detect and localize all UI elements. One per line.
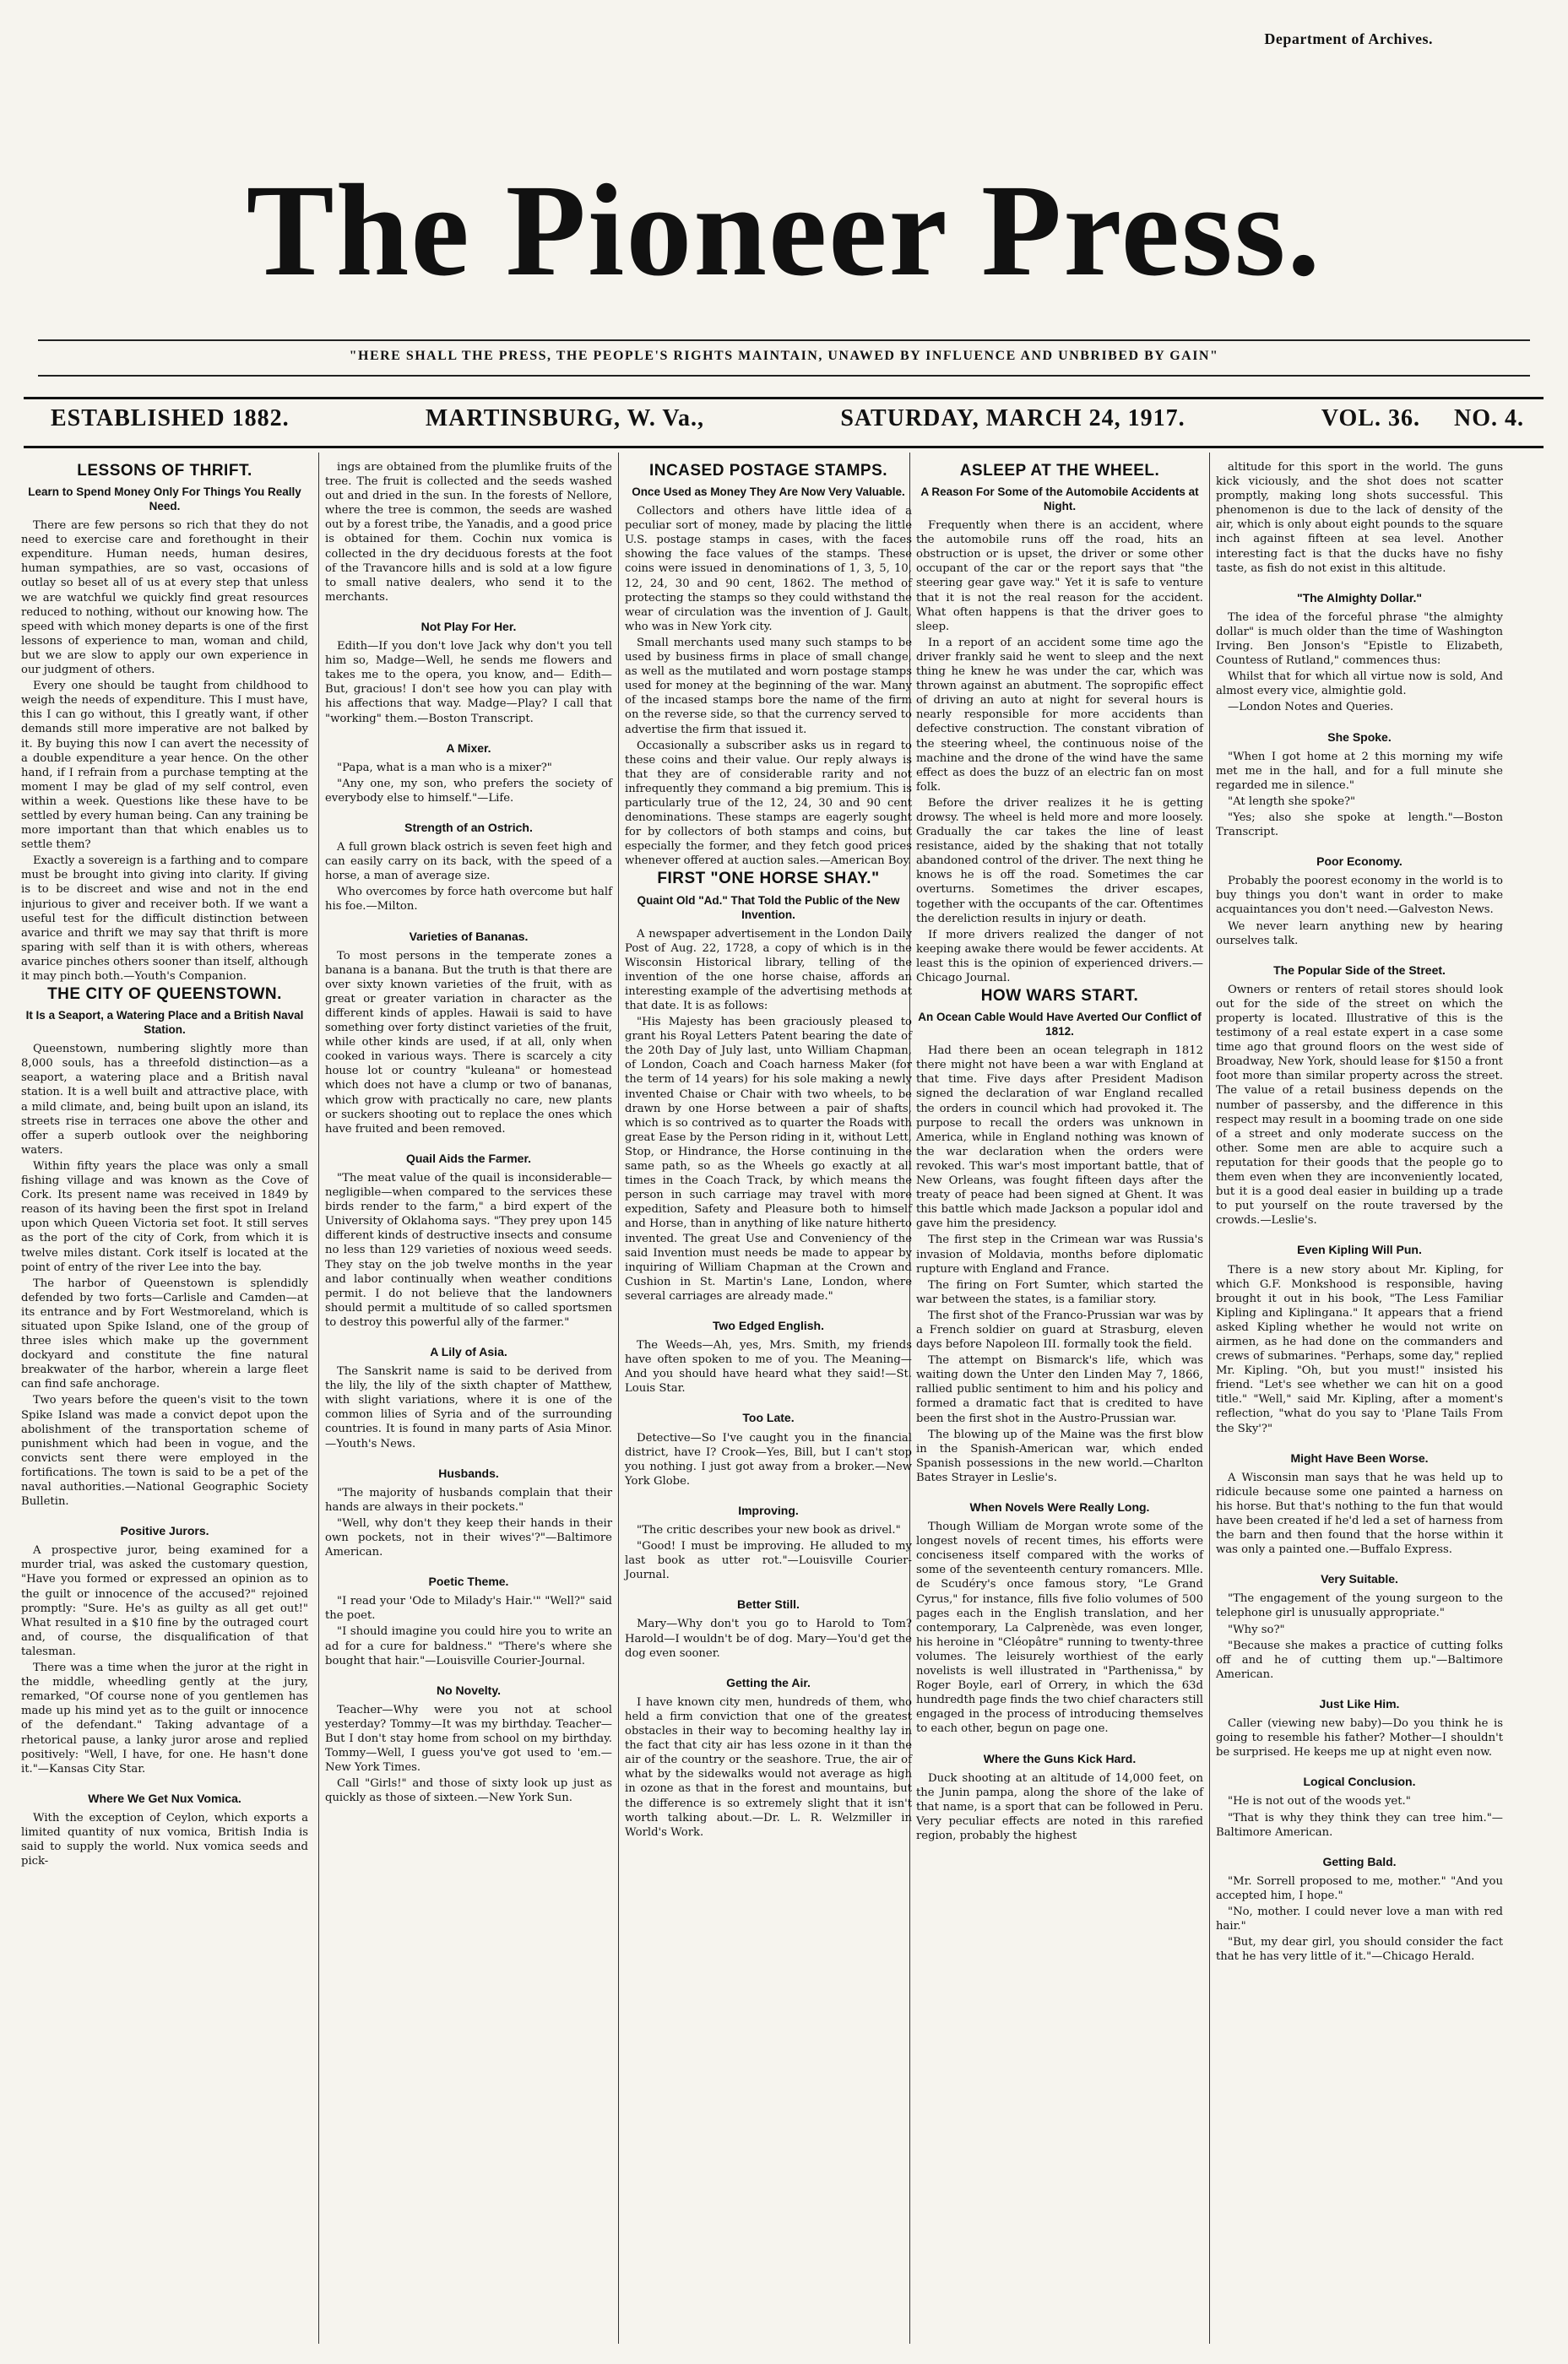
article — [1216, 1697, 1503, 1759]
motto-rule-bottom — [38, 375, 1530, 377]
article-paragraph: With the exception of Ceylon, which exports a limited quantity of nux vomica, British India is said to supply the world. Nux vomica seeds and pick- — [21, 1811, 308, 1868]
article-paragraph: Occasionally a subscriber asks us in regard to these coins and their value. Our reply always is that they are of considerable rarity and not infrequently they command a big premium. This is particularly true of the 12, 24, 30 and 90 cent denominations. These stamps are eagerly sought for by collectors of both stamps and coins, but especially the former, and they fetch good prices whenever offered at auction sales.—American Boy. — [625, 739, 912, 868]
masthead-motto: "HERE SHALL THE PRESS, THE PEOPLE'S RIGHTS MAINTAIN, UNAWED BY INFLUENCE AND UNBRIBED BY GAIN" — [349, 349, 1219, 363]
article — [1216, 919, 1503, 948]
article-paragraph: The attempt on Bismarck's life, which was waiting down the Unter den Linden May 7, 1866, rallied public sentiment to him and his policy and formed a dramatic fact that is credited to have been the first shot in the Austro-Prussian war. — [916, 1354, 1203, 1425]
column-3 — [625, 460, 912, 1841]
article-subhead: Strength of an Ostrich. — [404, 820, 533, 834]
article — [21, 1792, 308, 1868]
article — [916, 1752, 1203, 1844]
article-headline: ASLEEP AT THE WHEEL. — [959, 462, 1160, 480]
article-paragraph: Within fifty years the place was only a small fishing village and was known as the Cove of Cork. Its present name was received in 1849 by reason of its having been the first spot in Ireland upon which Queen Victoria set foot. It still serves as the port of the city of Cork, from which it is twelve miles distant. Cork itself is located at the point of entry of the river Lee into the bay. — [21, 1159, 308, 1274]
article-subhead: Just Like Him. — [1319, 1696, 1400, 1711]
article-paragraph: "The engagement of the young surgeon to the telephone girl is unusually appropriate." — [1216, 1592, 1503, 1620]
article-paragraph: I have known city men, hundreds of them, who held a firm conviction that one of the greatest obstacles in their way to becoming healthy lay in the fact that city air has less ozone in it than the air of the country or the seashore. True, the air of what by the sidewalks would not average as high in ozone as that in the forest and mountains, but the difference is so extremely slight that it isn't worth talking about.—Dr. L. R. Welzmiller in World's Work. — [625, 1695, 912, 1839]
article-paragraph: A prospective juror, being examined for a murder trial, was asked the customary question, "Have you formed or expressed an opinion as to the guilt or innocence of the accused?" rejoined promptly: "Sure. He's as guilty as all get out!" What resulted in a $10 fine by the outraged court and, of course, the disqualification of that talesman. — [21, 1544, 308, 1658]
article-paragraph: —London Notes and Queries. — [1228, 701, 1394, 714]
article-subhead: Two Edged English. — [713, 1318, 824, 1332]
article-subhead: Very Suitable. — [1321, 1572, 1398, 1586]
article-paragraph: A newspaper advertisement in the London Daily Post of Aug. 22, 1728, a copy of which is in the Wisconsin Historical library, telling of the invention of the one horse chaise, affords an interesting example of the advertising methods at that date. It is as follows: — [625, 927, 912, 1012]
article — [1216, 591, 1503, 715]
article-deck: Quaint Old "Ad." That Told the Public of the New Invention. — [637, 893, 900, 921]
archive-stamp: Department of Archives. — [1264, 30, 1433, 47]
article-subhead: Varieties of Bananas. — [409, 929, 529, 943]
article-headline: HOW WARS START. — [980, 987, 1139, 1006]
article — [625, 1676, 912, 1840]
column-divider — [318, 453, 319, 2344]
masthead-title: The Pioneer Press. — [246, 157, 1322, 303]
article-deck: Learn to Spend Money Only For Things You Really Need. — [28, 485, 301, 513]
article-subhead: A Mixer. — [446, 740, 491, 755]
article-subhead: Positive Jurors. — [120, 1524, 209, 1538]
article-paragraph: A Wisconsin man says that he was held up to ridicule because some one painted a harness on his horse. But that's nothing to the fun that would have been created if he'd led a set of harness from the barn and then found that the horse within it was only a painted one.—Buffalo Express. — [1216, 1471, 1503, 1557]
column-divider — [618, 453, 619, 2344]
article-paragraph: "Papa, what is a man who is a mixer?" — [337, 761, 552, 774]
article — [325, 821, 612, 883]
article-subhead: Getting the Air. — [726, 1675, 811, 1689]
article — [325, 1684, 612, 1776]
article-paragraph: There is a new story about Mr. Kipling, for which G.F. Monkshood is responsible, having brought it out in his book, "The Less Familiar Kipling and Kiplingana." It appears that a friend asked Kipling whether he would not write on airmen, as he had done on the commanders and crews of submarines. "Perhaps, some day," replied Mr. Kipling. "Oh, but you must!" insisted his friend. "Let's see whether we can hit on a good title." "Well," said Mr. Kipling, after a moment's reflection, "what do you say to 'Plane Tails From the Sky'?" — [1216, 1263, 1503, 1435]
article-paragraph: Collectors and others have little idea of a peculiar sort of money, made by placing the little U.S. postage stamps in cases, with the faces showing the face values of the stamps. These coins were issued in denominations of 1, 3, 5, 10, 12, 24, 30 and 90 cent, 1862. The method of protecting the stamps so they could withstand the wear of circulation was the invention of J. Gault, who was in New York city. — [625, 505, 912, 633]
article-paragraph: Exactly a sovereign is a farthing and to compare must be brought into giving into clarity. If giving is to be discreet and wise and not in the end injurious to giver and receiver both. If we want a useful test for the difficult distinction between avarice and thrift we may say that thrift is more sparing with self than it is with others, whereas avarice pinches others sooner than itself, although it may pinch both.—Youth's Companion. — [21, 854, 308, 983]
article-paragraph: The firing on Fort Sumter, which started the war between the states, is a familiar story. — [916, 1278, 1203, 1306]
dateline-rule-bottom — [24, 446, 1544, 448]
article-subhead: Logical Conclusion. — [1303, 1775, 1416, 1789]
article-paragraph: ings are obtained from the plumlike fruits of the tree. The fruit is collected and the seeds washed out and dried in the sun. In the forests of Nellore, where the tree is common, the seeds are washed out by a forest tribe, the Yanadis, and a good price is obtained for them. Cochin nux vomica is collected in the dry deciduous forests at the foot of the Travancore hills and is sold at a low figure to small native dealers, who send it to the merchants. — [325, 461, 612, 604]
article-paragraph: Duck shooting at an altitude of 14,000 feet, on the Junin pampa, along the shore of the lake of that name, is a sport that can be followed in Peru. Very peculiar effects are noted in this rarefied region, probably the highest — [916, 1771, 1203, 1842]
article-paragraph: "That is why they think they can tree him."—Baltimore American. — [1216, 1811, 1503, 1839]
article — [21, 987, 308, 1509]
article — [916, 989, 1203, 1485]
article — [625, 1504, 912, 1582]
article-subhead: She Spoke. — [1327, 729, 1392, 744]
article-paragraph: Queenstown, numbering slightly more than 8,000 souls, has a threefold distinction—as a seaport, a watering place and a British naval station. It is a well built and attractive place, with a mild climate, and, being built upon an island, its streets rise in terraces one above the other and offer a superb outlook over the neighboring waters. — [21, 1043, 308, 1157]
article-deck: Once Used as Money They Are Now Very Valuable. — [632, 485, 905, 499]
article — [325, 1776, 612, 1805]
article-paragraph: A full grown black ostrich is seven feet high and can easily carry on its back, with the speed of a horse, a man of average size. — [325, 841, 612, 883]
article — [325, 741, 612, 805]
article-subhead: Husbands. — [438, 1466, 499, 1480]
article-subhead: The Popular Side of the Street. — [1273, 962, 1446, 977]
article-paragraph: The Sanskrit name is said to be derived from the lily, the lily of the sixth chapter of Matthew, with slight variations, where it is one of the common lilies of Syria and of the surrounding countries. It is found in many parts of Asia Minor.—Youth's News. — [325, 1365, 612, 1450]
article-subhead: Too Late. — [742, 1411, 795, 1425]
article-paragraph: The blowing up of the Maine was the first blow in the Spanish-American war, which ended Spanish possessions in the new world.—Charlton Bates Strayer in Leslie's. — [916, 1428, 1203, 1484]
date-label: SATURDAY, MARCH 24, 1917. — [840, 405, 1185, 431]
article-paragraph: The first shot of the Franco-Prussian war was by a French soldier on guard at Strasburg, eleven days before Napoleon III. formally took the field. — [916, 1309, 1203, 1352]
article-subhead: Not Play For Her. — [420, 619, 517, 633]
article-paragraph: Whilst that for which all virtue now is sold, And almost every vice, almightie gold. — [1216, 670, 1503, 698]
article-subhead: Might Have Been Worse. — [1290, 1450, 1429, 1465]
article-deck: It Is a Seaport, a Watering Place and a British Naval Station. — [25, 1009, 304, 1037]
article-paragraph: The harbor of Queenstown is splendidly defended by two forts—Carlisle and Camden—at its entrance and by Fort Westmoreland, which is situated upon Spike Island, one of the group of three isles which make up the government dockyard and constitute the fine natural breakwater of the harbor, wherein a large fleet can find safe anchorage. — [21, 1277, 308, 1391]
article-paragraph: The idea of the forceful phrase "the almighty dollar" is much older than the time of Washington Irving. Ben Jonson's "Epistle to Elizabeth, Countess of Rutland," commences thus: — [1216, 610, 1503, 668]
article-paragraph: "The critic describes your new book as drivel." — [637, 1524, 901, 1537]
established-label: ESTABLISHED 1882. — [51, 405, 290, 431]
article-paragraph: "No, mother. I could never love a man with red hair." — [1216, 1905, 1503, 1933]
article-deck: An Ocean Cable Would Have Averted Our Conflict of 1812. — [918, 1011, 1202, 1038]
article — [21, 464, 308, 984]
article-paragraph: The first step in the Crimean war was Russia's invasion of Moldavia, months before diplomatic rupture with England and France. — [916, 1234, 1203, 1276]
article — [1216, 730, 1503, 840]
article — [325, 1152, 612, 1330]
article-paragraph: The Weeds—Ah, yes, Mrs. Smith, my friends have often spoken to me of you. The Meaning—And you should have heard what they said!—St. Louis Star. — [625, 1339, 912, 1396]
article-paragraph: Caller (viewing new baby)—Do you think he is going to resemble his father? Mother—I shouldn't be surprised. He keeps me up at night even now. — [1216, 1717, 1503, 1759]
column-divider — [1209, 453, 1210, 2344]
article — [325, 885, 612, 914]
column-1 — [21, 460, 308, 1870]
dateline-rule-top — [24, 397, 1544, 399]
column-2 — [325, 460, 612, 1808]
article-paragraph: "Yes; also she spoke at length."—Boston Transcript. — [1216, 811, 1503, 839]
article-paragraph: We never learn anything new by hearing ourselves talk. — [1216, 919, 1503, 947]
article — [625, 871, 912, 1304]
article-paragraph: "Because she makes a practice of cutting folks off and he of cutting them up."—Baltimore American. — [1216, 1639, 1503, 1681]
article-paragraph: Every one should be taught from childhood to weigh the needs of expenditure. This I must have, this I can go without, this I greatly want, if other demands still more imperative are not balked by it. By buying this now I can avert the necessity of a double expenditure a year hence. On the other hand, if I refrain from a purchase tempting at the moment I may be glad of my self control, even within a week. Questions like these have to be settled by every human being. Can any training be more important than that which enables us to settle them? — [21, 680, 308, 852]
article-paragraph: There was a time when the juror at the right in the middle, wheedling gently at the jury, remarked, "Of course none of you gentlemen has made up his mind yet as to the guilt or innocence of the defendant." Taking advantage of a rhetorical pause, a lanky juror arose and replied positively: "Well, I have, for one. He hasn't done it."—Kansas City Star. — [21, 1662, 308, 1776]
article-paragraph: To most persons in the temperate zones a banana is a banana. But the truth is that there are over sixty known varieties of the fruit, with as great or greater variation in character as the different kinds of apples. Hawaii is said to have something over forty distinct varieties of the fruit, while other kinds are used, if at all, only when cooked in various ways. There is scarcely a city house lot or country "kuleana" or homestead which does not have a clump or two of bananas, which grow with practically no care, new plants or suckers shooting out to replace the ones which have fruited and been removed. — [325, 949, 612, 1136]
article — [325, 460, 612, 605]
article-paragraph: Small merchants used many such stamps to be used by business firms in place of small change, as well as the mutilated and worn postage stamps used for money at the beginning of the war. Many of the incased stamps bore the name of the firm on the reverse side, so that the currency served to advertise the firm that issued it. — [625, 636, 912, 736]
article — [1216, 1451, 1503, 1558]
article — [325, 1345, 612, 1451]
article-deck: A Reason For Some of the Automobile Accidents at Night. — [920, 485, 1199, 513]
article-subhead: No Novelty. — [437, 1683, 501, 1697]
issue-label: NO. 4. — [1453, 405, 1524, 431]
article-paragraph: Though William de Morgan wrote some of the longest novels of recent times, his efforts were conciseness itself compared with the works of some of the seventeenth century romancers. Mlle. de Scudéry's once famous story, "Le Grand Cyrus," for instance, fills five folio volumes of 500 pages each in the English translation, and her contemporary, La Calprenède, was even longer, his heroine in "Cléopâtre" running to twenty-three volumes. The leisurely worthiest of the early novelists is well illustrated in "Parthenissa," by Roger Boyle, earl of Orrery, in which the 63d hundredth page finds the two chief characters still engaged in the process of introducing themselves to each other, begun on page one. — [916, 1521, 1203, 1736]
article-subhead: Getting Bald. — [1322, 1854, 1397, 1868]
article — [325, 930, 612, 1136]
article-paragraph: Probably the poorest economy in the world is to buy things you don't want in order to make acquaintances you don't need.—Galveston News. — [1216, 875, 1503, 917]
article-subhead: Where We Get Nux Vomica. — [88, 1791, 241, 1805]
dateline — [51, 405, 1524, 432]
article — [21, 1524, 308, 1776]
article-paragraph: "The meat value of the quail is inconsiderable—negligible—when compared to the services these birds render to the farm," a bird expert of the University of Oklahoma says. "They prey upon 145 different kinds of destructive insects and consume no less than 129 varieties of noxious weed seeds. They stay on the job twelve months in the year and labor continually when weather conditions permit. I do not believe that the landowners should permit a multitude of so called sportsmen to destroy this powerful ally of the farmer." — [325, 1171, 612, 1329]
article-paragraph: "He is not out of the woods yet." — [1228, 1795, 1411, 1808]
article — [1216, 1572, 1503, 1682]
article-paragraph: "When I got home at 2 this morning my wife met me in the hall, and for a full minute she regarded me in silence." — [1216, 750, 1503, 792]
article — [1216, 1775, 1503, 1839]
article — [1216, 854, 1503, 917]
article-paragraph: Frequently when there is an accident, where the automobile runs off the road, hits an obstruction or is upset, the driver or some other occupant of the car or the report says that "the steering gear gave way." Yet it is safe to venture that it is not the real reason for the accident. What often happens is that the driver goes to sleep. — [916, 519, 1203, 633]
article — [625, 1411, 912, 1488]
article-subhead: When Novels Were Really Long. — [969, 1500, 1150, 1514]
article-paragraph: There are few persons so rich that they do not need to exercise care and forethought in their expenditure. Human needs, human desires, human sympathies, are so vast, occasions of outlay so beset all of us at every step that unless we are watchful we quickly find great resources reduced to nothing, without our knowing how. The speed with which money departs is one of the first lessons of experience to man, woman and child, but we are slow to apply our own experience in our judgment of others. — [21, 519, 308, 677]
article-paragraph: "Any one, my son, who prefers the society of everybody else to himself."—Life. — [325, 777, 612, 805]
article-paragraph: Detective—So I've caught you in the financial district, have I? Crook—Yes, Bill, but I can't stop you nothing. I just got away from a broker.—New York Globe. — [625, 1431, 912, 1488]
article — [625, 1597, 912, 1660]
article — [325, 620, 612, 726]
article-subhead: Where the Guns Kick Hard. — [983, 1751, 1137, 1765]
article — [1216, 1855, 1503, 1965]
article-paragraph: Owners or renters of retail stores should look out for the side of the street on which the property is located. Illustrative of this is the testimony of a real estate expert in a case some time ago that ground floors on the west side of Broadway, New York, should lease for $150 a front foot more than similar property across the street. The value of a retail business depends on the number of passersby, and the difference in this respect may result in a booming trade on one side of a street and only moderate success on the other. Some men are able to acquire such a reputation for their goods that the people go to them even when they are inconveniently located, but it is a good deal easier in building up a trade to put yourself on the route traversed by the crowds.—Leslie's. — [1216, 983, 1503, 1228]
volume-label: VOL. 36. — [1321, 405, 1420, 431]
article-paragraph: "Mr. Sorrell proposed to me, mother." "And you accepted him, I hope." — [1216, 1874, 1503, 1902]
article-subhead: Even Kipling Will Pun. — [1297, 1243, 1422, 1257]
article-paragraph: In a report of an accident some time ago the driver frankly said he went to sleep and the next thing he knew he was under the car, which was thrown against an abutment. The sopropific effect of driving an auto at night for several hours is nearly responsible for more accidents than defective construction. The constant vibration of the steering wheel, the continuous noise of the machine and the drone of the wind have the same effect as does the buzz of an electric fan on most folk. — [916, 636, 1203, 794]
article — [325, 1467, 612, 1560]
article-paragraph: "The majority of husbands complain that their hands are always in their pockets." — [325, 1486, 612, 1514]
article-paragraph: Call "Girls!" and those of sixty look up just as quickly as those of sixteen.—New York Sun. — [325, 1777, 612, 1805]
article-paragraph: If more drivers realized the danger of not keeping awake there would be fewer accidents. At least this is the opinion of experienced drivers.—Chicago Journal. — [916, 928, 1203, 984]
article-subhead: Poetic Theme. — [428, 1575, 509, 1589]
place-label: MARTINSBURG, W. Va., — [425, 405, 705, 431]
article-paragraph: "I read your 'Ode to Milady's Hair.'" "Well?" said the poet. — [325, 1595, 612, 1623]
article-paragraph: Had there been an ocean telegraph in 1812 there might not have been a war with England at that time. Five days after President Madison signed the declaration of war England recalled the orders in council which had provoked it. The purpose to recall the orders was unknown in America, while in England nothing was known of the war declaration when the orders were revoked. This war's most important battle, that of New Orleans, was fought fifteen days after the treaty of peace had been signed at Ghent. It was this battle which made Jackson a popular idol and gave him the presidency. — [916, 1044, 1203, 1231]
article — [916, 464, 1203, 985]
article — [625, 1319, 912, 1396]
article-paragraph: Mary—Why don't you go to Harold to Tom? Harold—I wouldn't be of dog. Mary—You'd get the dog even sooner. — [625, 1618, 912, 1660]
article — [916, 1500, 1203, 1737]
article-paragraph: Who overcomes by force hath overcome but half his foe.—Milton. — [325, 886, 612, 914]
article-subhead: Better Still. — [737, 1597, 800, 1612]
article-paragraph: Edith—If you don't love Jack why don't you tell him so, Madge—Well, he sends me flowers and takes me to the opera, you know, and— Edith—But, gracious! I don't see how you can play with his affections that way. Madge—Play? I call that "working" them.—Boston Transcript. — [325, 640, 612, 725]
article-headline: THE CITY OF QUEENSTOWN. — [47, 985, 282, 1004]
article-paragraph: "Well, why don't they keep their hands in their own pockets, not in their wives'?"—Baltimore American. — [325, 1516, 612, 1559]
article-paragraph: Before the driver realizes it he is getting drowsy. The wheel is held more and more loosely. Gradually the car takes the line of least resistance, aided by the shaking that not totally abandoned control of the driver. The next thing he knows he is off the road. Sometimes the car overturns. Sometimes the driver escapes, together with the occupants of the car. Oftentimes the dereliction results in injury or death. — [916, 796, 1203, 925]
article — [1216, 460, 1503, 576]
article-paragraph: "At length she spoke?" — [1228, 794, 1356, 808]
article-subhead: Quail Aids the Farmer. — [405, 1151, 532, 1165]
article-headline: FIRST "ONE HORSE SHAY." — [657, 870, 880, 888]
article-paragraph: "His Majesty has been graciously pleased to grant his Royal Letters Patent bearing the date of the 20th Day of July last, unto William Chapman, of London, Coach and Coach harness Maker (for the term of 14 years) for his sole making a newly invented Chaise or Chair with two wheels, to be drawn by one Horse between a pair of shafts, which is so contrived as to quarter the Roads with great Ease by the Person riding in it, without Lett, Stop, or Hindrance, the Horse continuing in the same path, so as the Wheels go exactly at all times in the Coach Track, by which means the person in such carriage may travel with more expedition, Safety and Pleasure both to himself and Horse, than in anything of like nature hitherto invented. The great Use and Conveniency of the said Invention must needs be made to appear by inquiring of William Chapman at the Crown and Cushion in St. Martin's Lane, London, where several carriages are already made." — [625, 1016, 912, 1303]
article-subhead: "The Almighty Dollar." — [1296, 590, 1423, 605]
article-subhead: Poor Economy. — [1316, 854, 1403, 869]
article-paragraph: "Good! I must be improving. He alluded to my last book as utter rot."—Louisville Courier-Journal. — [625, 1540, 912, 1582]
article-headline: INCASED POSTAGE STAMPS. — [648, 462, 888, 480]
article-paragraph: "I should imagine you could hire you to write an ad for a cure for baldness." "There's where she bought that hair."—Louisville Courier-Journal. — [325, 1625, 612, 1667]
article-paragraph: altitude for this sport in the world. The guns kick viciously, and the shot does not scatter promptly, making long shots successful. This phenomenon is due to the lack of density of the air, which is only about eight pounds to the square inch against fifteen at sea level. Another interesting fact is that the ducks have no fishy taste, as fish do not exist in this altitude. — [1216, 461, 1503, 575]
article — [1216, 1243, 1503, 1435]
article — [325, 1575, 612, 1668]
article-paragraph: "Why so?" — [1228, 1623, 1285, 1636]
volume-number — [1321, 405, 1524, 432]
article — [1216, 963, 1503, 1228]
article-subhead: Improving. — [738, 1503, 799, 1517]
article-paragraph: Teacher—Why were you not at school yesterday? Tommy—It was my birthday. Teacher—But I don't stay home from school on my birthday. Tommy—Well, I guess you've got used to 'em.—New York Times. — [325, 1703, 612, 1775]
article-headline: LESSONS OF THRIFT. — [77, 462, 252, 480]
article — [625, 464, 912, 868]
article-paragraph: "But, my dear girl, you should consider the fact that he has very little of it."—Chicago Herald. — [1216, 1936, 1503, 1964]
article-subhead: A Lily of Asia. — [430, 1344, 507, 1358]
article-paragraph: Two years before the queen's visit to the town Spike Island was made a convict depot upon the abolishment of the transportation scheme of punishment which had been in vogue, and the convicts sent there were employed in the fortifications. The town is said to be a pet of the naval authorities.—National Geographic Society Bulletin. — [21, 1394, 308, 1509]
column-5 — [1216, 460, 1503, 1965]
motto-rule-top — [38, 339, 1530, 341]
column-4 — [916, 460, 1203, 1845]
